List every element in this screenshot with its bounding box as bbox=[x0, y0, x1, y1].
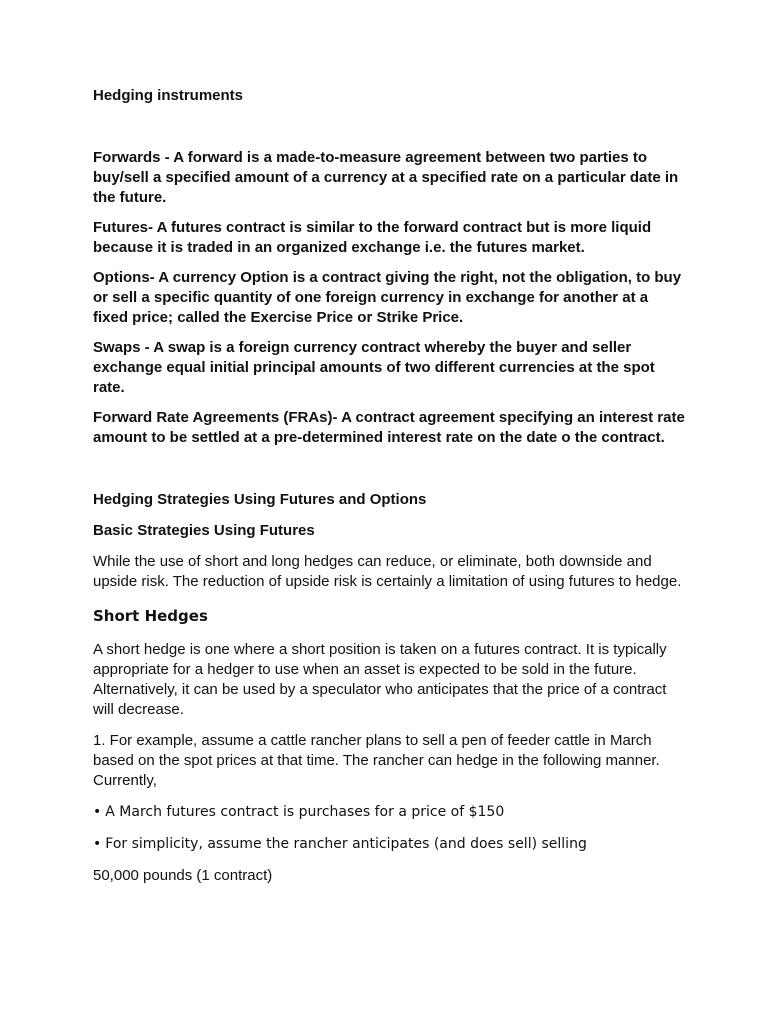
closing-line: 50,000 pounds (1 contract) bbox=[93, 867, 273, 884]
definition-swaps: Swaps - A swap is a foreign currency contract whereby the buyer and seller exchange equal initial principal amounts of two different currencies at the spot rate. bbox=[93, 339, 655, 396]
short-hedges-heading: Short Hedges bbox=[93, 607, 208, 625]
bullet-icon: • bbox=[93, 804, 102, 820]
basic-strategies-heading: Basic Strategies Using Futures bbox=[93, 522, 315, 539]
definition-options: Options- A currency Option is a contract giving the right, not the obligation, to buy or sell a specific quantity of one foreign currency in exchange for another at a fixed price; called the Exercise Price or Strike Price. bbox=[93, 269, 682, 326]
definition-forwards: Forwards - A forward is a made-to-measure agreement between two parties to buy/sell a specified amount of a currency at a specified rate on a particular date in the future. bbox=[93, 149, 679, 206]
strategies-heading: Hedging Strategies Using Futures and Options bbox=[93, 491, 427, 508]
example-paragraph: 1. For example, assume a cattle rancher plans to sell a pen of feeder cattle in March based on the spot prices at that time. The rancher can hedge in the following manner. Currently, bbox=[93, 732, 660, 789]
definition-fras: Forward Rate Agreements (FRAs)- A contract agreement specifying an interest rate amount to be settled at a pre-determined interest rate on the date o the contract. bbox=[93, 409, 685, 446]
bullet-item bbox=[93, 834, 685, 854]
bullet-icon: • bbox=[93, 836, 102, 852]
basic-strategies-paragraph: While the use of short and long hedges can reduce, or eliminate, both downside and upside risk. The reduction of upside risk is certainly a limitation of using futures to hedge. bbox=[93, 553, 682, 590]
bullet-item bbox=[93, 802, 685, 822]
document-body bbox=[93, 86, 685, 897]
bullet-text: For simplicity, assume the rancher anticipates (and does sell) selling bbox=[105, 836, 587, 852]
document-title: Hedging instruments bbox=[93, 87, 244, 104]
short-hedges-paragraph: A short hedge is one where a short position is taken on a futures contract. It is typically appropriate for a hedger to use when an asset is expected to be sold in the future. Alternatively, it can be used by a speculator who anticipates that the price of a contract will decrease. bbox=[93, 641, 667, 718]
bullet-text: A March futures contract is purchases for a price of $150 bbox=[105, 804, 505, 820]
definition-futures: Futures- A futures contract is similar to the forward contract but is more liquid because it is traded in an organized exchange i.e. the futures market. bbox=[93, 219, 652, 256]
